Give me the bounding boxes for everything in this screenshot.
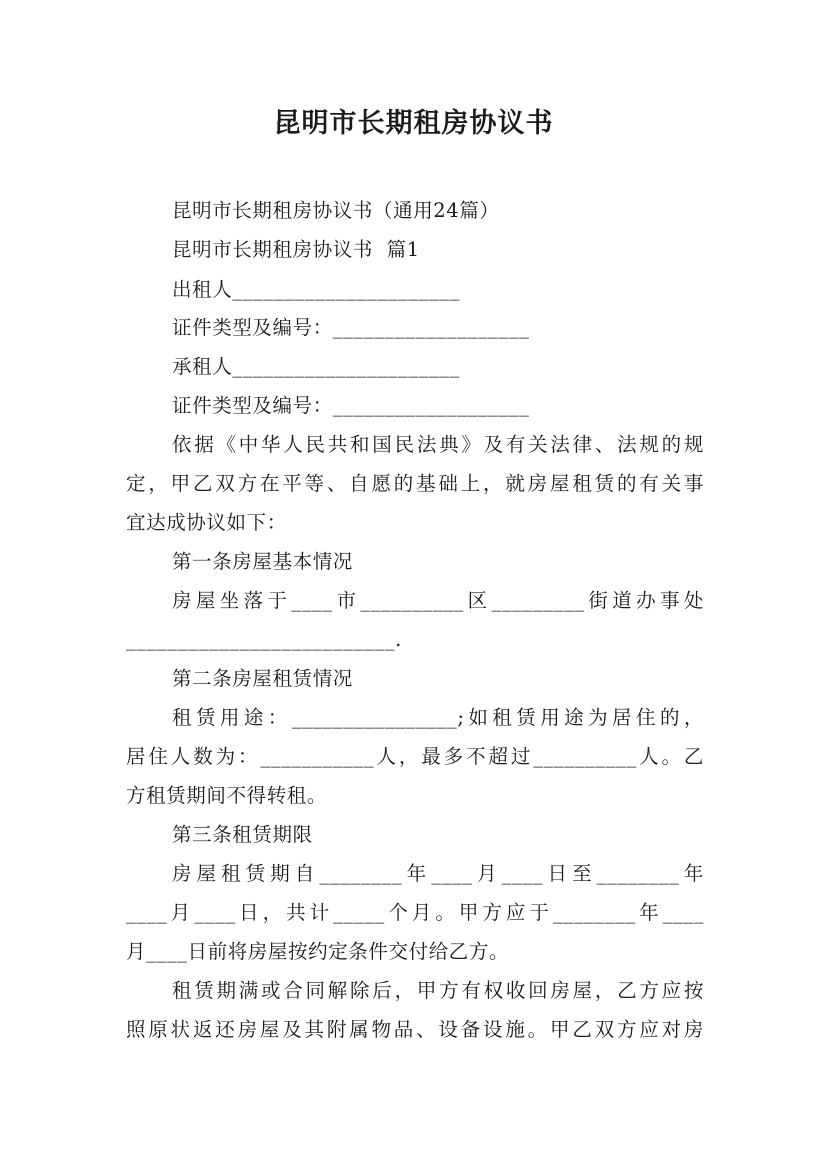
lessee-id-field: 证件类型及编号：___________________ — [172, 394, 530, 417]
paragraph-line: 宜达成协议如下： — [126, 511, 287, 534]
doc-subtitle: 昆明市长期租房协议书（通用24篇） — [172, 199, 500, 222]
paragraph-line: 依据《中华人民共和国民法典》及有关法律、法规的规 — [172, 433, 704, 456]
paragraph-line: 方租赁期间不得转租。 — [126, 784, 328, 807]
paragraph-line: 月____日前将房屋按约定条件交付给乙方。 — [126, 940, 510, 963]
lessor-field: 出租人______________________ — [172, 278, 460, 301]
paragraph-line: 定，甲乙双方在平等、自愿的基础上，就房屋租赁的有关事 — [126, 472, 704, 495]
article-heading: 第一条房屋基本情况 — [172, 550, 353, 573]
lessee-field: 承租人______________________ — [172, 355, 460, 378]
section-heading: 昆明市长期租房协议书 篇1 — [172, 238, 420, 261]
paragraph-line: 租赁用途：________________;如租赁用途为居住的， — [172, 706, 704, 729]
paragraph-line: ____月____日，共计_____个月。甲方应于________年____ — [126, 901, 704, 924]
paragraph-line: 房屋租赁期自________年____月____日至________年 — [172, 862, 704, 885]
paragraph-line: 租赁期满或合同解除后，甲方有权收回房屋，乙方应按 — [172, 979, 704, 1002]
paragraph-line: 照原状返还房屋及其附属物品、设备设施。甲乙双方应对房 — [126, 1018, 704, 1041]
article-heading: 第二条房屋租赁情况 — [172, 667, 353, 690]
paragraph-line: 居住人数为：___________人，最多不超过__________人。乙 — [126, 745, 704, 768]
paragraph-line: __________________________. — [126, 628, 402, 651]
document-title: 昆明市长期租房协议书 — [273, 108, 554, 139]
article-heading: 第三条租赁期限 — [172, 823, 313, 846]
paragraph-line: 房屋坐落于____市__________区_________街道办事处 — [172, 589, 704, 612]
lessor-id-field: 证件类型及编号：___________________ — [172, 316, 530, 339]
